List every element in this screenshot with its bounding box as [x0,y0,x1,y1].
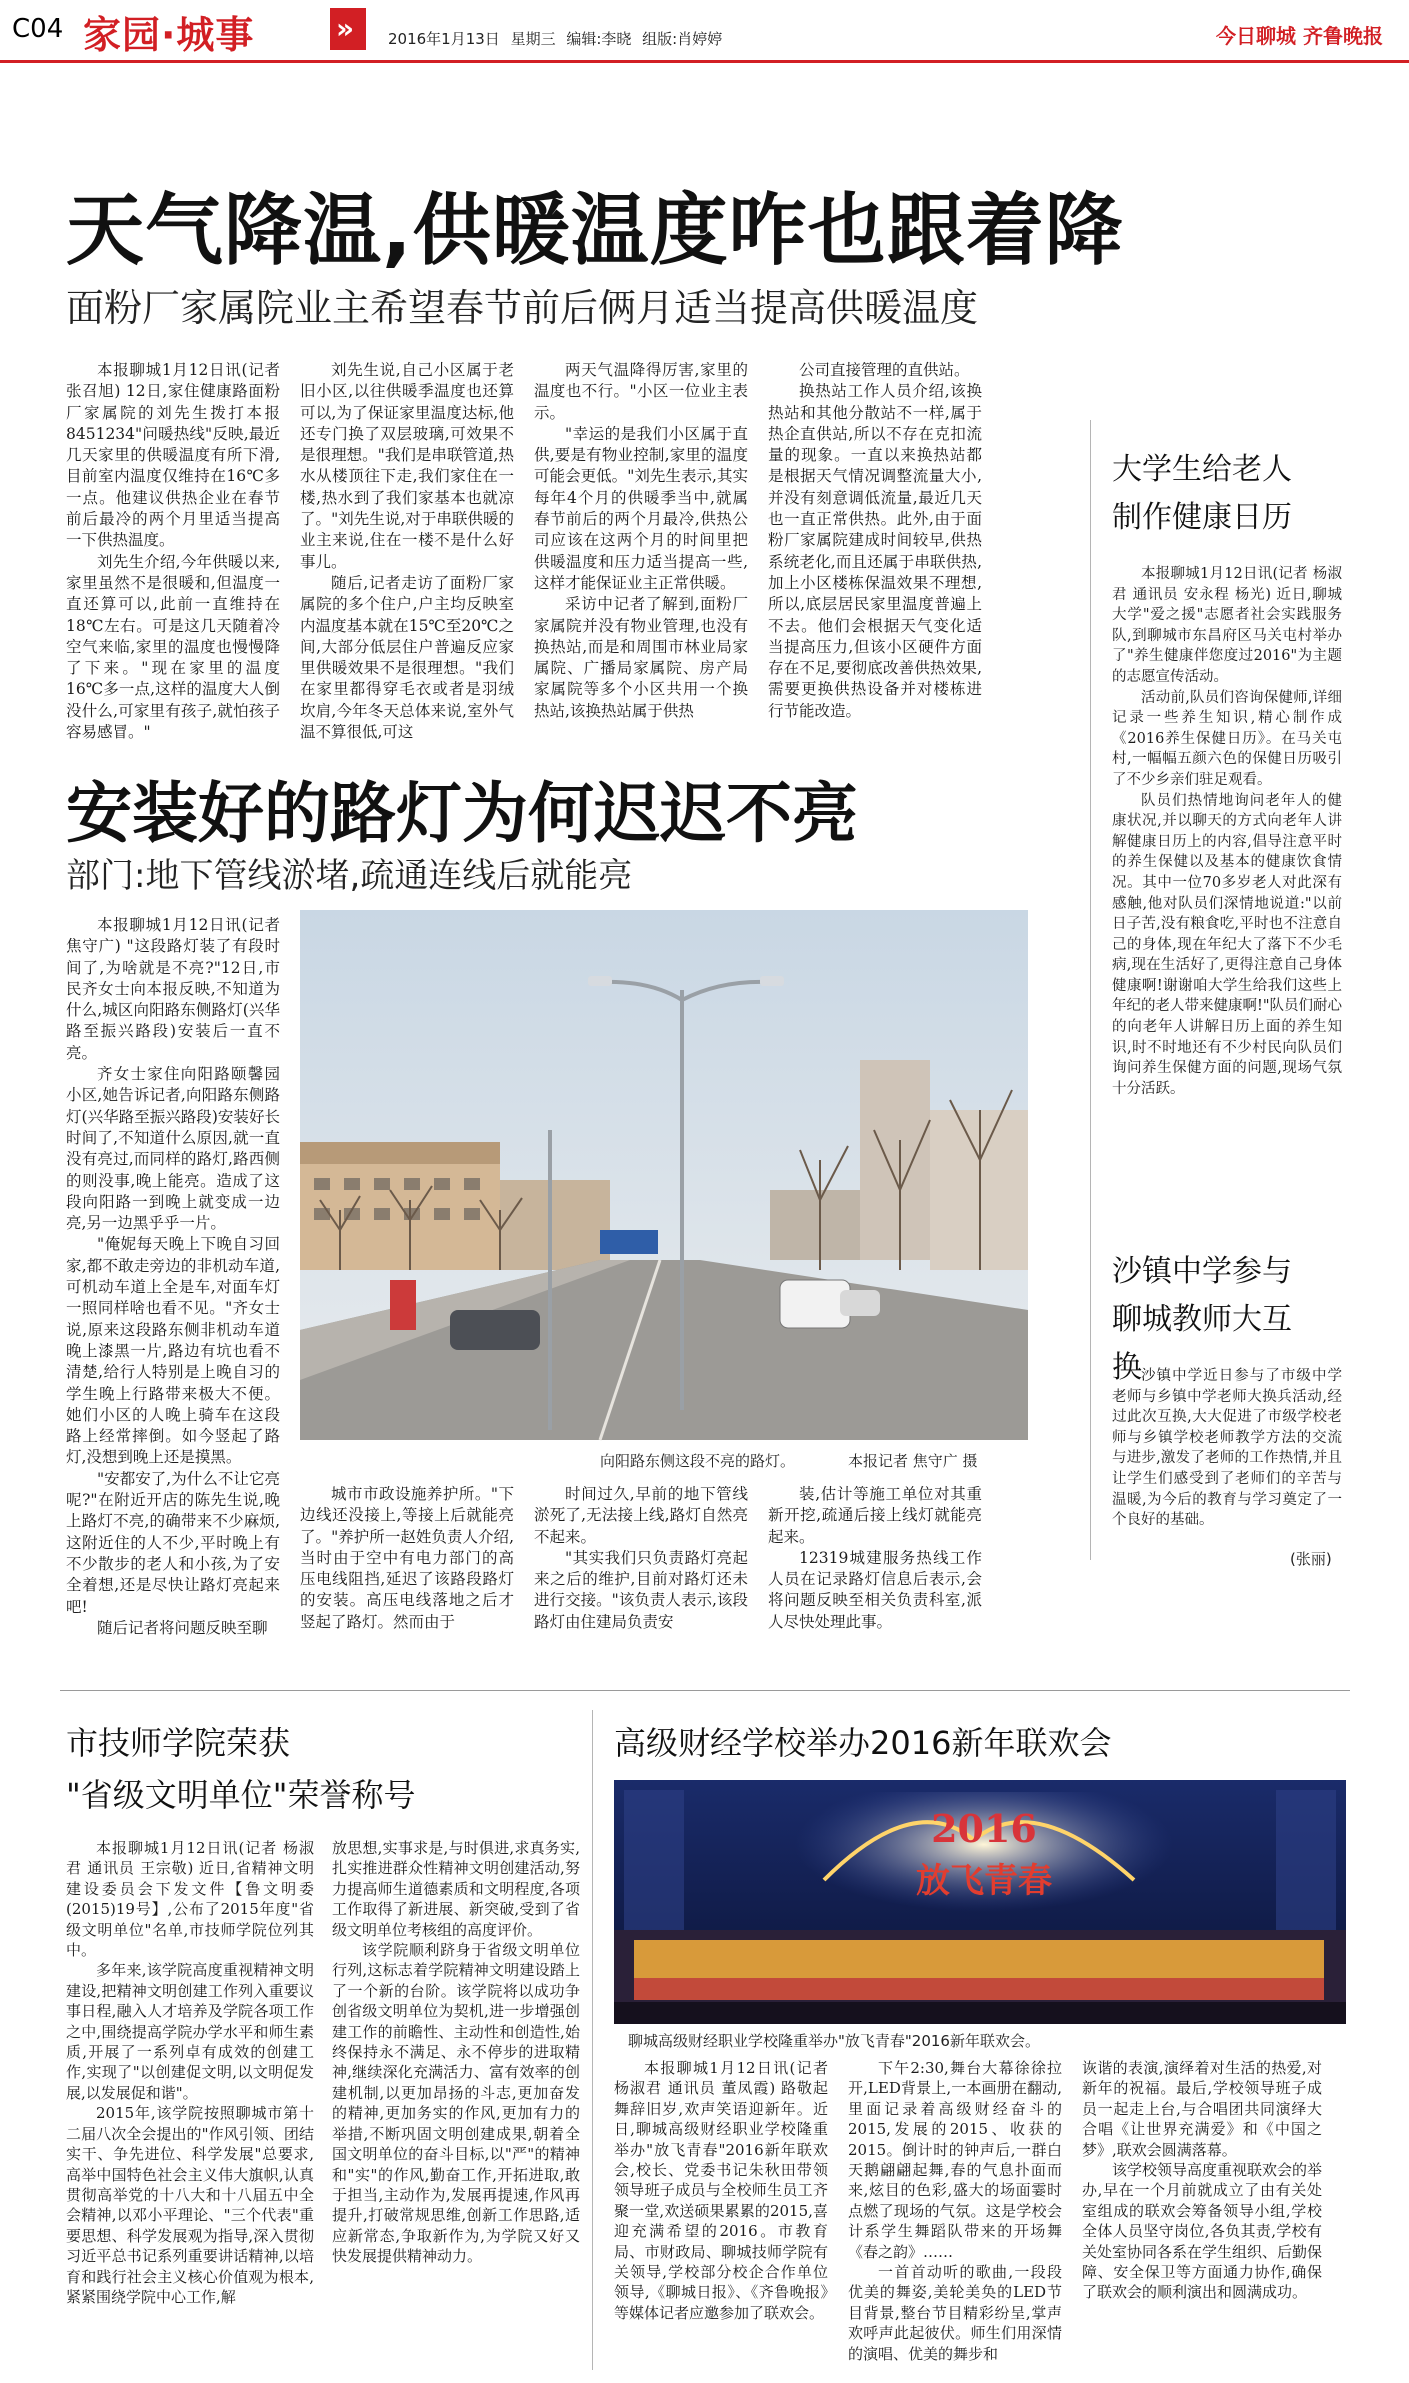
article3-column-1 [66,1838,314,2368]
paragraph: 多年来,该学院高度重视精神文明建设,把精神文明创建工作列入重要议事日程,融入人才培养及学院各项工作之中,围绕提高学院办学水平和师生素质,开展了一系列卓有成效的创建工作,实现了"以创建促文明,以文明促发展,以发展促和谐"。 [66,1961,314,2102]
article4-column-3 [1082,2058,1322,2376]
article1-text-3 [534,360,748,722]
paragraph: 活动前,队员们咨询保健师,详细记录一些养生知识,精心制作成《2016养生保健日历》。在马关屯村,一幅幅五颜六色的保健日历吸引了不少乡亲们驻足观看。 [1112,689,1342,788]
paragraph: "其实我们只负责路灯亮起来之后的维护,目前对路灯还未进行交接。"该负责人表示,该段路灯由住建局负责安 [534,1548,748,1631]
stage-year-text: 2016 [931,1806,1037,1851]
side-column-rule [1090,420,1091,1560]
issue-meta: 2016年1月13日 星期三 编辑:李晓 组版:肖婷婷 [388,30,723,48]
paragraph: "幸运的是我们小区属于直供,要是有物业控制,家里的温度可能会更低。"刘先生表示,其实每年4个月的供暖季当中,就属春节前后的两个月最冷,供热公司应该在这两个月的时间里把供暖温度和压力适当提高一些,这样才能保证业主正常供暖。 [534,424,748,592]
article4-headline: 高级财经学校举办2016新年联欢会 [614,1724,1112,1762]
section-separator [60,1690,1350,1691]
article1-column-1 [66,360,280,742]
paragraph: 12319城建服务热线工作人员在记录路灯信息后表示,会将问题反映至相关负责科室,派人尽快处理此事。 [768,1548,982,1631]
paragraph: 城市市政设施养护所。"下边线还没接上,等接上后就能亮了。"养护所一赵姓负责人介绍,当时由于空中有电力部门的高压电线阻挡,延迟了该路段路灯的安装。高压电线落地之后才竖起了路灯。然而由于 [300,1485,514,1631]
paragraph: 该学院顺利跻身于省级文明单位行列,这标志着学院精神文明建设踏上了一个新的台阶。该学院将以成功争创省级文明单位为契机,进一步增强创建工作的前瞻性、主动性和创造性,始终保持永不满足、永不停步的进取精神,继续深化充满活力、富有效率的创建机制,以更加昂扬的斗志,更加奋发的精神,更加务实的作风,更加有力的举措,不断巩固文明创建成果,朝着全国文明单位的奋斗目标,以"严"的精神和"实"的作风,勤奋工作,开拓进取,敢于担当,主动作为,发展再提速,作风再提升,打破常规思维,创新工作思路,适应新常态,争取新作为,为学院又好又快发展提供精神动力。 [332,1941,580,2266]
street-photo-caption: 向阳路东侧这段不亮的路灯。 [600,1452,796,1470]
article2-column-2 [300,1484,514,1654]
article1-column-3 [534,360,748,720]
side1-headline: 大学生给老人制作健康日历 [1112,452,1292,535]
page-number: C04 [12,14,64,44]
article4-text-2 [848,2058,1062,2364]
paragraph: 放思想,实事求是,与时俱进,求真务实,扎实推进群众性精神文明创建活动,努力提高师生道德素质和文明程度,各项工作取得了新进展、新突破,受到了省级文明单位考核组的高度评价。 [332,1839,580,1939]
article1-headline: 天气降温,供暖温度咋也跟着降 [66,186,1124,276]
article1-text-2 [300,360,514,743]
side2-headline: 沙镇中学参与聊城教师大互换 [1112,1254,1292,1385]
article2-column-1 [66,915,280,1655]
article2-text-4 [768,1484,982,1633]
paragraph: "俺妮每天晚上下晚自习回家,都不敢走旁边的非机动车道,可机动车道上全是车,对面车灯一照同样啥也看不见。"齐女士说,原来这段路东侧非机动车道晚上漆黑一片,路边有坑也看不清楚,给行人特别是上晚自习的学生晚上行路带来极大不便。她们小区的人晚上骑车在这段路上经常摔倒。如今竖起了路灯,没想到晚上还是摸黑。 [66,1235,280,1467]
section-arrow-icon [330,8,366,50]
stage-banner-text: 放飞青春 [916,1861,1052,1901]
side1-column [1112,564,1342,1204]
side2-column [1112,1366,1342,1542]
paragraph: 队员们热情地询问老年人的健康状况,并以聊天的方式向老年人讲解健康日历上的内容,倡导注意平时的养生保健以及基本的健康饮食情况。其中一位70多岁老人对此深有感触,他对队员们深情地说道:"以前日子苦,没有粮食吃,平时也不注意自己的身体,现在年纪大了落下不少毛病,现在生活好了,更得注意自己身体健康啊!谢谢咱大学生给我们这些上年纪的老人带来健康啊!"队员们耐心的向老年人讲解日历上面的养生知识,时不时地还有不少村民向队员们询问养生保健方面的问题,现场气氛十分活跃。 [1112,792,1342,1097]
paragraph: 随后记者将问题反映至聊 [97,1618,268,1637]
paragraph: 本报聊城1月12日讯(记者 杨淑君 通讯员 董凤霞) 路敬起舞辞旧岁,欢声笑语迎新年。近日,聊城高级财经职业学校隆重举办"放飞青春"2016新年联欢会,校长、党委书记朱秋田带领领导班子成员与全校师生员工齐聚一堂,欢送硕果累累的2015,喜迎充满希望的2016。市教育局、市财政局、聊城技师学院有关领导,学校部分校企合作单位领导,《聊城日报》、《齐鲁晚报》等媒体记者应邀参加了联欢会。 [614,2059,828,2322]
side1-text [1112,564,1342,1099]
paragraph: 公司直接管理的直供站。 [799,361,970,379]
side2-signature: (张丽) [1290,1550,1332,1568]
paragraph: 刘先生介绍,今年供暖以来,家里虽然不是很暖和,但温度一直还算可以,此前一直维持在18℃左右。可是这几天随着冷空气来临,家里的温度也慢慢降了下来。"现在家里的温度16℃多一点,这样的温度大人倒没什么,可家里有孩子,就怕孩子容易感冒。" [66,552,280,742]
paragraph: 齐女士家住向阳路颐馨园小区,她告诉记者,向阳路东侧路灯(兴华路至振兴路段)安装好长时间了,不知道什么原因,就一直没有亮过,而同样的路灯,路西侧的则没事,晚上能亮。造成了这段向阳路一到晚上就变成一边亮,另一边黑乎乎一片。 [66,1065,280,1233]
section-title: 家园·城事 [83,13,255,57]
article4-column-2 [848,2058,1062,2376]
article4-text-3 [1082,2058,1322,2303]
article3-text-1 [66,1838,314,2307]
street-light-photo [300,910,1028,1440]
article4-column-1 [614,2058,828,2376]
article2-headline: 安装好的路灯为何迟迟不亮 [66,775,858,852]
paragraph: 换热站工作人员介绍,该换热站和其他分散站不一样,属于热企直供站,所以不存在克扣流量的现象。一直以来换热站都是根据天气情况调整流量大小,并没有刻意调低流量,最近几天也一直正常供热。此外,由于面粉厂家属院建成时间较早,供热系统老化,而且还属于串联供热,加上小区楼栋保温效果不理想,所以,底层居民家里温度普遍上不去。他们会根据天气变化适当提高压力,但该小区硬件方面存在不足,要彻底改善供热效果,需要更换供热设备并对楼栋进行节能改造。 [768,382,982,720]
paragraph: 两天气温降得厉害,家里的温度也不行。"小区一位业主表示。 [534,361,748,422]
paragraph: 装,估计等施工单位对其重新开挖,疏通后接上线灯就能亮起来。 [768,1485,982,1546]
paragraph: 采访中记者了解到,面粉厂家属院并没有物业管理,也没有换热站,而是和周围市林业局家属院、广播局家属院、房产局家属院等多个小区共用一个换热站,该换热站属于供热 [534,595,748,720]
article2-text-2 [300,1484,514,1633]
bottom-column-rule [592,1710,593,2370]
article2-column-4 [768,1484,982,1654]
performers-row [634,1940,1324,2000]
article3-headline-line2: "省级文明单位"荣誉称号 [66,1776,416,1814]
arrow-glyph: » [336,12,355,45]
article2-subheadline: 部门:地下管线淤堵,疏通连线后就能亮 [66,856,633,896]
paragraph: 本报聊城1月12日讯(记者 焦守广) "这段路灯装了有段时间了,为啥就是不亮?"12日,市民齐女士向本报反映,不知道为什么,城区向阳路东侧路灯(兴华路至振兴路段)安装后一直不亮。 [66,916,280,1062]
article4-text-1 [614,2058,828,2323]
article2-text-3 [534,1484,748,1633]
newspaper-name: 今日聊城 齐鲁晚报 [1216,24,1383,48]
paragraph: 随后,记者走访了面粉厂家属院的多个住户,户主均反映室内温度基本就在15℃至20℃之间,大部分低层住户普遍反应家里供暖效果不是很理想。"我们在家里都得穿毛衣或者是羽绒坎肩,今年冬天总体来说,室外气温不算很低,可这 [300,573,514,742]
paragraph: 该学校领导高度重视联欢会的举办,早在一个月前就成立了由有关处室组成的联欢会筹备领导小组,学校全体人员坚守岗位,各负其责,学校有关处室协同各系在学生组织、后勤保障、安全保卫等方面通力协作,确保了联欢会的顺利演出和圆满成功。 [1082,2161,1323,2302]
paragraph: 本报聊城1月12日讯(记者 杨淑君 通讯员 安永程 杨光) 近日,聊城大学"爱之援"志愿者社会实践服务队,到聊城市东昌府区马关屯村举办了"养生健康伴您度过2016"为主题的志愿宣传活动。 [1112,566,1342,685]
paragraph: 2015年,该学院按照聊城市第十二届八次全会提出的"作风引领、团结实干、争先进位、科学发展"总要求,高举中国特色社会主义伟大旗帜,认真贯彻高举党的十八大和十八届五中全会精神,以邓小平理论、"三个代表"重要思想、科学发展观为指导,深入贯彻习近平总书记系列重要讲话精神,以培育和践行社会主义核心价值观为根本,紧紧围绕学院中心工作,解 [66,2104,314,2306]
street-photo-illustration [300,910,1028,1440]
article3-text-2 [332,1838,580,2267]
paragraph: 诙谐的表演,演绎着对生活的热爱,对新年的祝福。最后,学校领导班子成员一起走上台,与合唱团共同演绎大合唱《让世界充满爱》和《中国之梦》,联欢会圆满落幕。 [1082,2059,1322,2159]
paragraph: 本报聊城1月12日讯(记者 杨淑君 通讯员 王宗敬) 近日,省精神文明建设委员会下发文件【鲁文明委(2015)19号】,公布了2015年度"省级文明单位"名单,市技师学院位列其中。 [66,1839,314,1960]
article1-text-4 [768,360,982,722]
paragraph: 下午2:30,舞台大幕徐徐拉开,LED背景上,一本画册在翻动,里面记录着高级财经奋斗的2015,发展的2015、收获的2015。倒计时的钟声后,一群白天鹅翩翩起舞,春的气息扑面而来,炫目的色彩,盛大的场面霎时点燃了现场的气氛。这是学校会计系学生舞蹈队带来的开场舞《春之韵》…… [848,2059,1062,2261]
header-rule [0,60,1409,63]
paragraph: 沙镇中学近日参与了市级中学老师与乡镇中学老师大换兵活动,经过此次互换,大大促进了市级学校老师与乡镇学校老师教学方法的交流与进步,激发了老师的工作热情,并且让学生们感受到了老师们的辛苦与温暖,为今后的教育与学习奠定了一个良好的基础。 [1112,1368,1342,1529]
article1-column-2 [300,360,514,742]
article3-column-2 [332,1838,580,2368]
gala-photo-caption: 聊城高级财经职业学校隆重举办"放飞青春"2016新年联欢会。 [628,2032,1040,2050]
paragraph: 时间过久,早前的地下管线淤死了,无法接上线,路灯自然亮不起来。 [534,1485,748,1546]
stage-photo-illustration [614,1780,1346,2024]
paragraph: 一首首动听的歌曲,一段段优美的舞姿,美轮美奂的LED节目背景,整台节目精彩纷呈,掌声欢呼声此起彼伏。师生们用深情的演唱、优美的舞步和 [848,2263,1062,2363]
article3-headline-line1: 市技师学院荣获 [66,1724,291,1762]
street-photo-credit: 本报记者 焦守广 摄 [848,1452,978,1470]
article1-subheadline: 面粉厂家属院业主希望春节前后俩月适当提高供暖温度 [66,286,979,330]
paragraph: 本报聊城1月12日讯(记者 张召旭) 12日,家住健康路面粉厂家属院的刘先生拨打本报8451234"问暖热线"反映,最近几天家里的供暖温度有所下滑,目前室内温度仅维持在16℃多一点。他建议供热企业在春节前后最冷的两个月里适当提高一下供热温度。 [66,361,280,550]
side2-text [1112,1366,1342,1531]
article1-column-4 [768,360,982,720]
paragraph: "安都安了,为什么不让它亮呢?"在附近开店的陈先生说,晚上路灯不亮,的确带来不少麻烦,这附近住的人不少,平时晚上有不少散步的老人和小孩,为了安全着想,还是尽快让路灯亮起来吧! [66,1469,280,1616]
gala-stage-photo [614,1780,1346,2024]
paragraph: 刘先生说,自己小区属于老旧小区,以往供暖季温度也还算可以,为了保证家里温度达标,他还专门换了双层玻璃,可效果不是很理想。"我们是串联管道,热水从楼顶往下走,我们家住在一楼,热水到了我们家基本也就凉了。"刘先生说,对于串联供暖的业主来说,住在一楼不是什么好事儿。 [300,361,514,571]
article2-text-1 [66,915,280,1639]
article2-column-3 [534,1484,748,1654]
article1-text-1 [66,360,280,743]
